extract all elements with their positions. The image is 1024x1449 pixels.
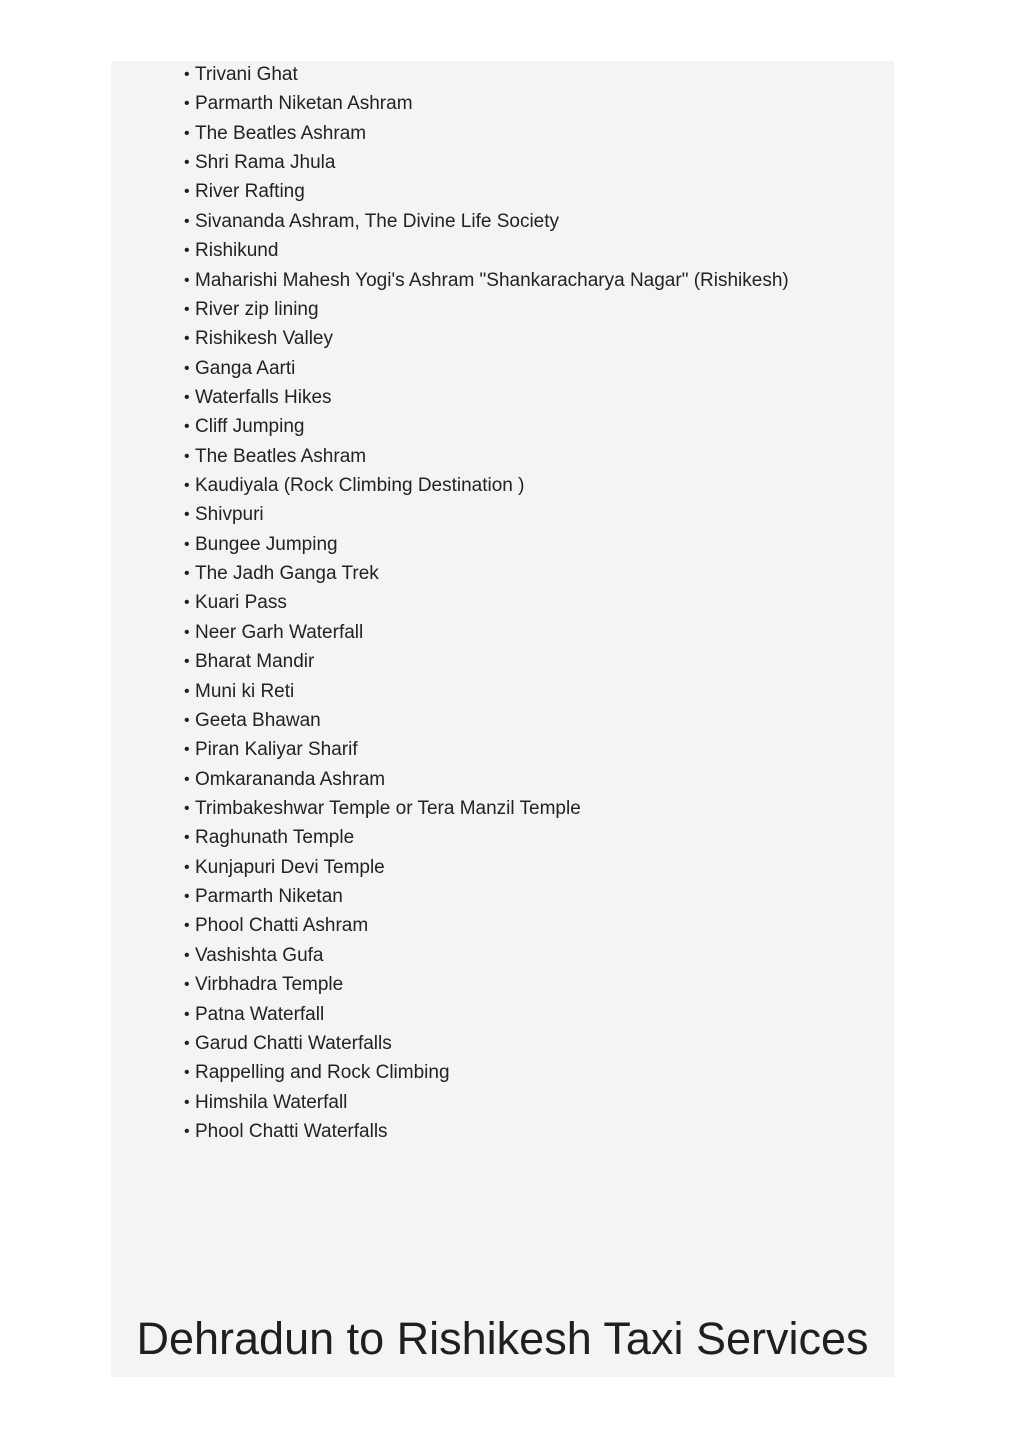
- list-item-label: Parmarth Niketan: [195, 886, 343, 908]
- list-item-label: Maharishi Mahesh Yogi's Ashram "Shankaracharya Nagar" (Rishikesh): [195, 269, 789, 291]
- list-item: [184, 853, 789, 882]
- attractions-list: [184, 61, 789, 1146]
- list-item-label: Trimbakeshwar Temple or Tera Manzil Temple: [195, 797, 581, 819]
- bullet-icon: •: [184, 477, 190, 495]
- bullet-icon: •: [184, 506, 190, 524]
- bullet-icon: •: [184, 682, 190, 700]
- list-item-label: Raghunath Temple: [195, 827, 355, 849]
- list-item: [184, 412, 789, 441]
- list-item: [184, 1000, 789, 1029]
- bullet-icon: •: [184, 535, 190, 553]
- list-item: [184, 236, 789, 265]
- bullet-icon: •: [184, 66, 190, 83]
- list-item: [184, 500, 789, 529]
- list-item-label: Rappelling and Rock Climbing: [195, 1062, 450, 1084]
- bullet-icon: •: [184, 829, 190, 847]
- bullet-icon: •: [184, 124, 190, 142]
- list-item-label: Omkarananda Ashram: [195, 768, 386, 790]
- list-item: [184, 618, 789, 647]
- list-item: [184, 60, 789, 89]
- list-item: [184, 295, 789, 324]
- list-item-label: Bharat Mandir: [195, 651, 315, 673]
- bullet-icon: •: [184, 242, 190, 260]
- list-item-label: The Jadh Ganga Trek: [195, 563, 379, 585]
- list-item: [184, 1117, 789, 1146]
- list-item-label: Phool Chatti Ashram: [195, 915, 369, 937]
- bullet-icon: •: [184, 1005, 190, 1023]
- list-item-label: Kaudiyala (Rock Climbing Destination ): [195, 475, 525, 497]
- list-item: [184, 1088, 789, 1117]
- list-item-label: Bungee Jumping: [195, 533, 338, 555]
- list-item-label: Shri Rama Jhula: [195, 152, 336, 174]
- list-item-label: Piran Kaliyar Sharif: [195, 739, 358, 761]
- list-item: [184, 383, 789, 412]
- list-item-label: Virbhadra Temple: [195, 974, 344, 996]
- list-item-label: Neer Garh Waterfall: [195, 621, 364, 643]
- bullet-icon: •: [184, 946, 190, 964]
- bullet-icon: •: [184, 1093, 190, 1111]
- list-item: [184, 207, 789, 236]
- list-item: [184, 735, 789, 764]
- bullet-icon: •: [184, 388, 190, 406]
- list-item: [184, 911, 789, 940]
- list-item-label: River Rafting: [195, 181, 305, 203]
- list-item: [184, 970, 789, 999]
- list-item: [184, 148, 789, 177]
- list-item: [184, 588, 789, 617]
- list-item-label: Garud Chatti Waterfalls: [195, 1032, 392, 1054]
- list-item-label: Rishikund: [195, 240, 279, 262]
- list-item: [184, 177, 789, 206]
- list-item-label: The Beatles Ashram: [195, 122, 367, 144]
- bullet-icon: •: [184, 653, 190, 671]
- list-item: [184, 1058, 789, 1087]
- bullet-icon: •: [184, 300, 190, 318]
- bullet-icon: •: [184, 212, 190, 230]
- bullet-icon: •: [184, 154, 190, 172]
- list-item-label: Patna Waterfall: [195, 1003, 325, 1025]
- list-item-label: The Beatles Ashram: [195, 445, 367, 467]
- bullet-icon: •: [184, 359, 190, 377]
- document-page: [111, 61, 894, 1377]
- list-item-label: Geeta Bhawan: [195, 709, 321, 731]
- bullet-icon: •: [184, 95, 190, 113]
- list-item: [184, 266, 789, 295]
- bullet-icon: •: [184, 976, 190, 994]
- list-item-label: Parmarth Niketan Ashram: [195, 93, 413, 115]
- bullet-icon: •: [184, 799, 190, 817]
- bullet-icon: •: [184, 330, 190, 348]
- list-item-label: Waterfalls Hikes: [195, 386, 332, 408]
- footer-title: Dehradun to Rishikesh Taxi Services: [136, 1313, 869, 1364]
- bullet-icon: •: [184, 447, 190, 465]
- list-item: [184, 1029, 789, 1058]
- bullet-icon: •: [184, 888, 190, 906]
- list-item-label: Trivani Ghat: [195, 64, 298, 85]
- list-item-label: Muni ki Reti: [195, 680, 295, 702]
- bullet-icon: •: [184, 858, 190, 876]
- list-item-label: Ganga Aarti: [195, 357, 296, 379]
- bullet-icon: •: [184, 711, 190, 729]
- list-item: [184, 119, 789, 148]
- list-item: [184, 794, 789, 823]
- list-item-label: Vashishta Gufa: [195, 944, 324, 966]
- bullet-icon: •: [184, 917, 190, 935]
- list-item: [184, 765, 789, 794]
- bullet-icon: •: [184, 1122, 190, 1140]
- list-item: [184, 706, 789, 735]
- list-item: [184, 941, 789, 970]
- bullet-icon: •: [184, 418, 190, 436]
- list-item: [184, 530, 789, 559]
- list-item: [184, 882, 789, 911]
- list-item: [184, 89, 789, 118]
- list-item-label: Sivananda Ashram, The Divine Life Society: [195, 210, 560, 232]
- list-item: [184, 677, 789, 706]
- list-item: [184, 559, 789, 588]
- list-item-label: River zip lining: [195, 298, 319, 320]
- list-item: [184, 471, 789, 500]
- bullet-icon: •: [184, 770, 190, 788]
- list-item-label: Himshila Waterfall: [195, 1091, 348, 1113]
- list-item: [184, 354, 789, 383]
- bullet-icon: •: [184, 623, 190, 641]
- list-item: [184, 647, 789, 676]
- list-item-label: Kunjapuri Devi Temple: [195, 856, 385, 878]
- bullet-icon: •: [184, 1064, 190, 1082]
- list-item-label: Shivpuri: [195, 504, 264, 526]
- bullet-icon: •: [184, 741, 190, 759]
- list-item: [184, 324, 789, 353]
- list-item: [184, 823, 789, 852]
- bullet-icon: •: [184, 183, 190, 201]
- bullet-icon: •: [184, 1034, 190, 1052]
- bullet-icon: •: [184, 594, 190, 612]
- bullet-icon: •: [184, 271, 190, 289]
- list-item-label: Kuari Pass: [195, 592, 287, 614]
- list-item-label: Phool Chatti Waterfalls: [195, 1120, 388, 1142]
- list-item: [184, 442, 789, 471]
- bullet-icon: •: [184, 565, 190, 583]
- list-item-label: Rishikesh Valley: [195, 328, 333, 350]
- list-item-label: Cliff Jumping: [195, 416, 305, 438]
